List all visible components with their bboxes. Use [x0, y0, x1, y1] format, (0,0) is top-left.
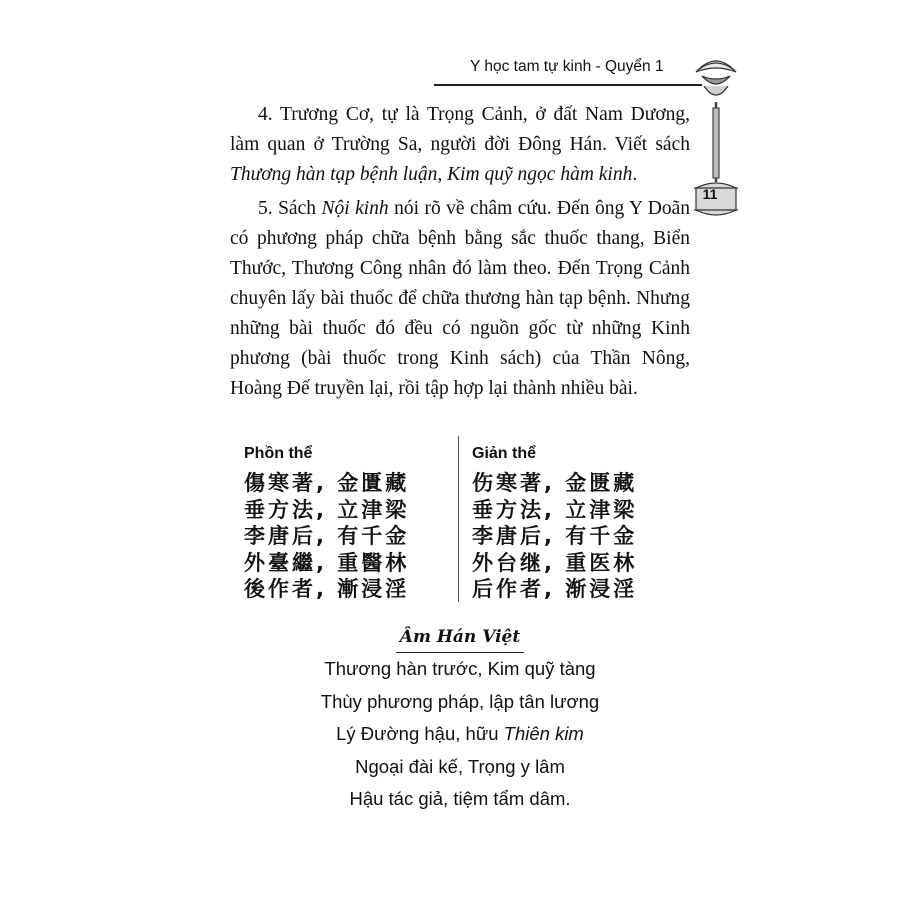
verse-line: Hậu tác giả, tiệm tẩm dâm. [349, 788, 571, 809]
chinese-text-columns [244, 440, 664, 605]
paragraph-5: 5. Sách Nội kinh nói rõ về châm cứu. Đến ông Y Doãn có phương pháp chữa bệnh bằng sắc thuốc thang, Biển Thước, Thương Công nhân đó làm theo. Đến Trọng Cảnh chuyên lấy bài thuốc để chữa thương hàn tạp bệnh. Nhưng những bài thuốc đó đều có nguồn gốc từ những Kinh phương (bài thuốc trong Kinh sách) của Thần Nông, Hoàng Đế truyền lại, rồi tập hợp lại thành nhiều bài. [230, 198, 690, 399]
am-han-viet-title: Âm Hán Việt [396, 622, 524, 653]
header-rule [434, 84, 702, 86]
traditional-line: 後作者, 漸浸淫 [244, 577, 410, 601]
am-han-viet-section [230, 622, 690, 816]
simplified-line: 外台继, 重医林 [472, 550, 638, 575]
verse-line: Ngoại đài kế, Trọng y lâm [355, 755, 565, 777]
column-divider [458, 436, 459, 602]
simplified-line: 后作者, 渐浸淫 [472, 577, 638, 601]
traditional-line: 垂方法, 立津梁 [244, 497, 410, 522]
page-number: 11 [702, 186, 718, 202]
simplified-column [472, 440, 672, 603]
paragraph-4: 4. Trương Cơ, tự là Trọng Cảnh, ở đất Nam Dương, làm quan ở Trường Sa, người đời Đông Hán. Viết sách Thương hàn tạp bệnh luận, Kim quỹ ngọc hàm kinh. [230, 104, 690, 185]
traditional-column [244, 440, 444, 603]
book-title: Y học tam tự kinh - Quyển 1 [470, 58, 664, 75]
simplified-line: 李唐后, 有千金 [472, 524, 638, 548]
simplified-line: 伤寒著, 金匮藏 [472, 471, 638, 495]
verse-line: Lý Đường hậu, hữu Thiên kim [336, 723, 584, 744]
traditional-line: 傷寒著, 金匱藏 [244, 471, 410, 495]
simplified-heading: Giản thể [472, 445, 537, 462]
book-title-noi-kinh: Nội kinh [321, 198, 389, 219]
book-titles: Thương hàn tạp bệnh luận, Kim quỹ ngọc hàm kinh [230, 164, 633, 185]
traditional-line: 外臺繼, 重醫林 [244, 550, 410, 575]
verse-line: Thùy phương pháp, lập tân lương [320, 690, 600, 712]
traditional-line: 李唐后, 有千金 [244, 524, 410, 548]
body-text [230, 100, 690, 408]
simplified-line: 垂方法, 立津梁 [472, 497, 638, 522]
verse-line: Thương hàn trước, Kim quỹ tàng [324, 658, 596, 679]
traditional-heading: Phồn thể [244, 445, 313, 462]
book-title-thien-kim: Thiên kim [503, 723, 584, 744]
